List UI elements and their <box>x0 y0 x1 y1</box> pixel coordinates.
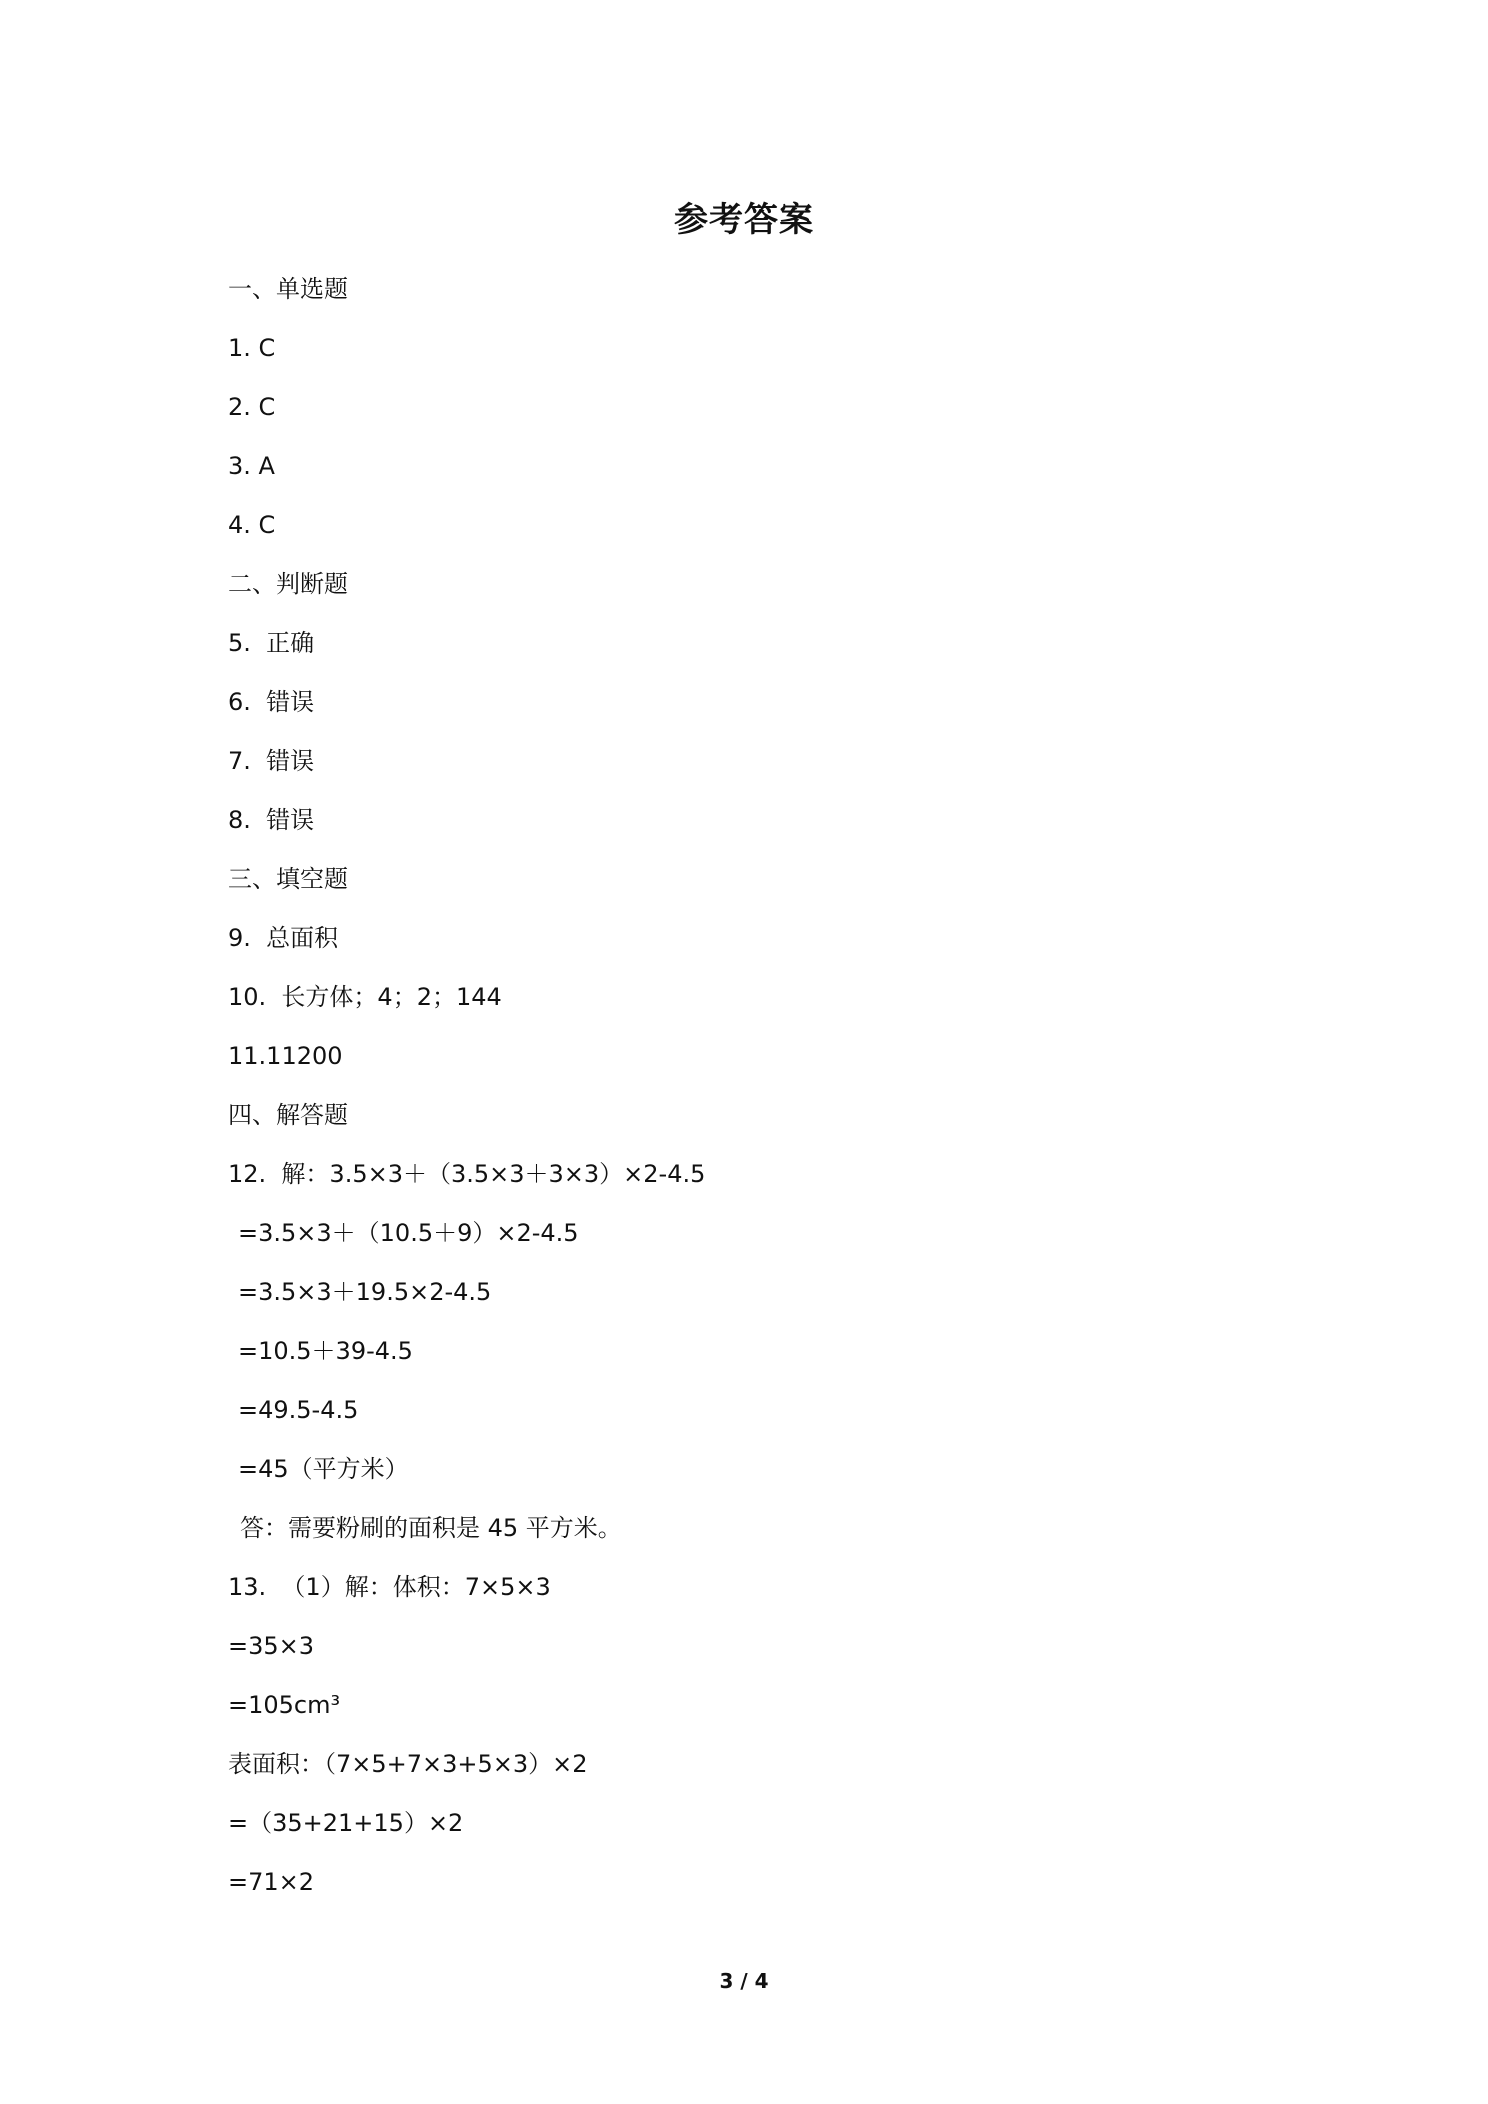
calculation-step: =49.5-4.5 <box>238 1396 359 1424</box>
answer-line: 11.11200 <box>228 1042 343 1070</box>
section-heading: 二、判断题 <box>228 570 348 598</box>
answer-line: 4. C <box>228 511 276 539</box>
answer-line: 10. 长方体；4；2；144 <box>228 983 502 1011</box>
answer-line: 5. 正确 <box>228 629 315 657</box>
answer-line: 13. （1）解：体积：7×5×3 <box>228 1573 551 1601</box>
calculation-step: =71×2 <box>228 1868 315 1896</box>
answer-line: 1. C <box>228 334 276 362</box>
calculation-step: =10.5＋39-4.5 <box>238 1337 413 1365</box>
section-heading: 一、单选题 <box>228 275 348 303</box>
calculation-step: =45（平方米） <box>238 1455 409 1483</box>
answer-line: 2. C <box>228 393 276 421</box>
answer-line: 6. 错误 <box>228 688 315 716</box>
answer-line: 7. 错误 <box>228 747 315 775</box>
calculation-step: =105cm³ <box>228 1691 341 1719</box>
section-heading: 四、解答题 <box>228 1101 348 1129</box>
page-title: 参考答案 <box>674 200 814 240</box>
answer-list <box>228 268 1328 1920</box>
section-heading: 三、填空题 <box>228 865 348 893</box>
page-number: 3 / 4 <box>719 1969 769 1993</box>
answer-statement: 答：需要粉刷的面积是 45 平方米。 <box>240 1514 622 1542</box>
calculation-step: =3.5×3＋19.5×2-4.5 <box>238 1278 492 1306</box>
answer-line: 3. A <box>228 452 275 480</box>
answer-line: 8. 错误 <box>228 806 315 834</box>
calculation-step: =（35+21+15）×2 <box>228 1809 464 1837</box>
calculation-step: =3.5×3＋（10.5＋9）×2-4.5 <box>238 1219 579 1247</box>
calculation-step: =35×3 <box>228 1632 315 1660</box>
answer-line: 12. 解：3.5×3＋（3.5×3＋3×3）×2-4.5 <box>228 1160 706 1188</box>
calculation-step: 表面积：（7×5+7×3+5×3）×2 <box>228 1750 588 1778</box>
answer-line: 9. 总面积 <box>228 924 339 952</box>
